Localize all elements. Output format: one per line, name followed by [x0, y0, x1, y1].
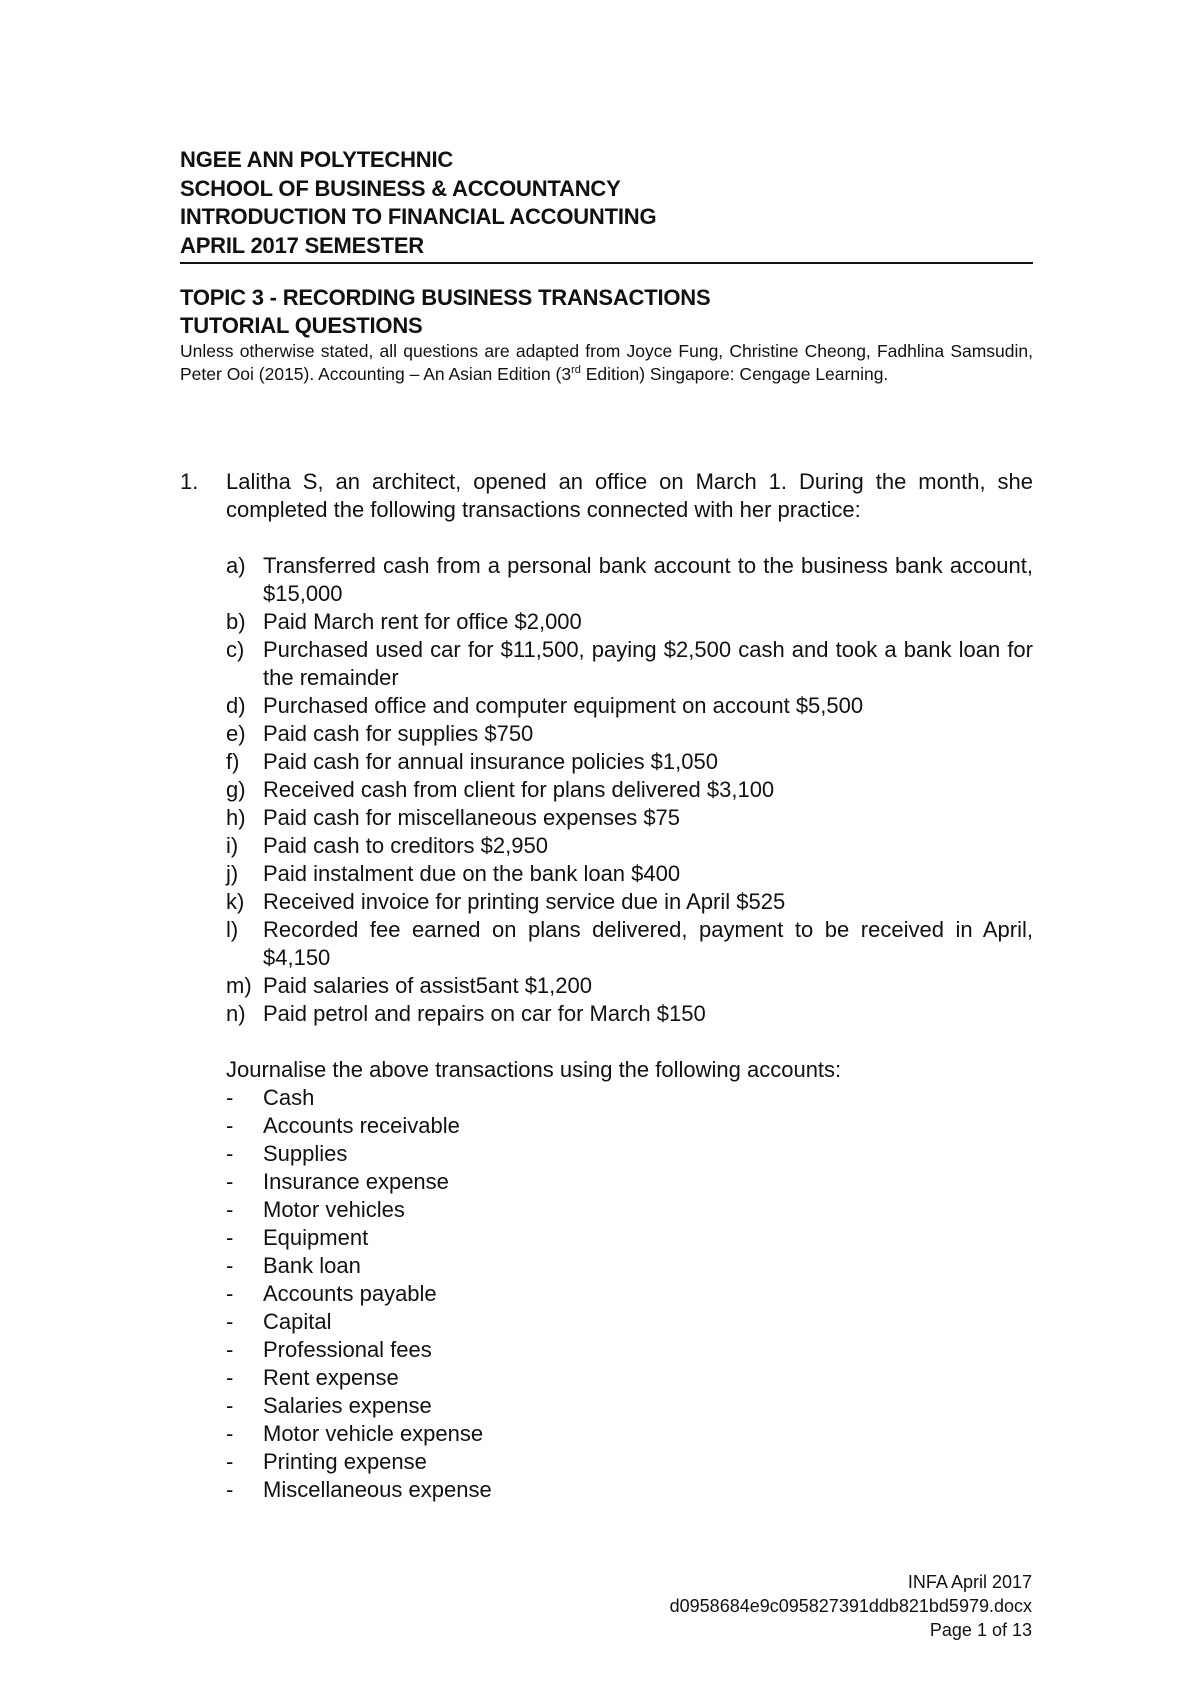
transaction-label: n)	[226, 1001, 246, 1026]
account-item	[226, 1084, 1033, 1112]
transaction-item	[226, 916, 1033, 972]
account-item	[226, 1252, 1033, 1280]
account-item	[226, 1308, 1033, 1336]
question-1	[180, 468, 1033, 1504]
transaction-item	[226, 720, 1033, 748]
transaction-item	[226, 748, 1033, 776]
bullet-dash: -	[226, 1253, 234, 1278]
transaction-text: Paid petrol and repairs on car for March $150	[263, 1001, 706, 1026]
transaction-item	[226, 1000, 1033, 1028]
transaction-text: Paid cash for annual insurance policies $1,050	[263, 749, 718, 774]
source-note-tail: Edition) Singapore: Cengage Learning.	[580, 364, 889, 384]
account-item	[226, 1364, 1033, 1392]
transaction-label: l)	[226, 917, 239, 942]
footer-filename: d0958684e9c095827391ddb821bd5979.docx	[669, 1596, 1032, 1616]
account-name: Bank loan	[263, 1253, 361, 1278]
transaction-text: Paid cash to creditors $2,950	[263, 833, 548, 858]
bullet-dash: -	[226, 1169, 234, 1194]
account-item	[226, 1280, 1033, 1308]
transaction-label: m)	[226, 973, 252, 998]
document-header	[180, 146, 1033, 264]
bullet-dash: -	[226, 1421, 234, 1446]
transaction-list	[226, 552, 1033, 1028]
account-item	[226, 1196, 1033, 1224]
transaction-item	[226, 636, 1033, 692]
transaction-item	[226, 608, 1033, 636]
account-item	[226, 1112, 1033, 1140]
header-semester: APRIL 2017 SEMESTER	[180, 232, 424, 258]
account-item	[226, 1224, 1033, 1252]
transaction-label: j)	[226, 861, 239, 886]
transaction-item	[226, 552, 1033, 608]
account-name: Insurance expense	[263, 1169, 449, 1194]
transaction-text: Received invoice for printing service due in April $525	[263, 889, 786, 914]
transaction-label: a)	[226, 553, 246, 578]
topic-section	[180, 284, 1033, 386]
transaction-text: Paid instalment due on the bank loan $400	[263, 861, 681, 886]
transaction-text: Transferred cash from a personal bank account to the business bank account, $15,000	[263, 553, 1033, 606]
account-name: Miscellaneous expense	[263, 1477, 492, 1502]
header-course: INTRODUCTION TO FINANCIAL ACCOUNTING	[180, 204, 657, 229]
bullet-dash: -	[226, 1113, 234, 1138]
transaction-item	[226, 804, 1033, 832]
transaction-label: g)	[226, 777, 246, 802]
bullet-dash: -	[226, 1225, 234, 1250]
journal-instruction: Journalise the above transactions using the following accounts:	[226, 1057, 842, 1082]
account-name: Equipment	[263, 1225, 369, 1250]
header-school: SCHOOL OF BUSINESS & ACCOUNTANCY	[180, 175, 621, 201]
transaction-text: Recorded fee earned on plans delivered, payment to be received in April, $4,150	[263, 917, 1033, 970]
transaction-item	[226, 860, 1033, 888]
question-number: 1.	[180, 469, 199, 494]
bullet-dash: -	[226, 1393, 234, 1418]
account-name: Rent expense	[263, 1365, 399, 1390]
transaction-item	[226, 832, 1033, 860]
account-name: Printing expense	[263, 1449, 427, 1474]
source-note-main: Unless otherwise stated, all questions are adapted from Joyce Fung, Christine Cheong, Fadhlina Samsudin, Peter Ooi (2015). Accounting – An Asian Edition (3	[180, 341, 1033, 384]
account-item	[226, 1168, 1033, 1196]
topic-title: TOPIC 3 - RECORDING BUSINESS TRANSACTIONS	[180, 285, 711, 310]
account-name: Salaries expense	[263, 1393, 432, 1418]
account-item	[226, 1140, 1033, 1168]
account-name: Motor vehicles	[263, 1197, 405, 1222]
account-name: Capital	[263, 1309, 332, 1334]
transaction-label: d)	[226, 693, 246, 718]
account-name: Motor vehicle expense	[263, 1421, 484, 1446]
transaction-label: b)	[226, 609, 246, 634]
transaction-item	[226, 776, 1033, 804]
transaction-label: k)	[226, 889, 245, 914]
page-footer	[670, 1570, 1032, 1642]
topic-subtitle: TUTORIAL QUESTIONS	[180, 313, 423, 338]
bullet-dash: -	[226, 1337, 234, 1362]
account-item	[226, 1336, 1033, 1364]
transaction-item	[226, 972, 1033, 1000]
footer-course-code: INFA April 2017	[907, 1572, 1032, 1592]
question-1-stem	[180, 468, 1033, 524]
bullet-dash: -	[226, 1085, 234, 1110]
bullet-dash: -	[226, 1197, 234, 1222]
transaction-text: Paid March rent for office $2,000	[263, 609, 582, 634]
bullet-dash: -	[226, 1309, 234, 1334]
account-name: Cash	[263, 1085, 315, 1110]
transaction-item	[226, 888, 1033, 916]
transaction-label: f)	[226, 749, 240, 774]
account-name: Accounts receivable	[263, 1113, 460, 1138]
transaction-text: Purchased office and computer equipment on account $5,500	[263, 693, 864, 718]
source-note-superscript: rd	[571, 364, 581, 377]
account-item	[226, 1420, 1033, 1448]
account-item	[226, 1448, 1033, 1476]
transaction-text: Purchased used car for $11,500, paying $2,500 cash and took a bank loan for the remainder	[263, 637, 1033, 690]
source-note	[180, 340, 1033, 386]
bullet-dash: -	[226, 1281, 234, 1306]
transaction-label: e)	[226, 721, 246, 746]
account-item	[226, 1476, 1033, 1504]
question-text: Lalitha S, an architect, opened an office on March 1. During the month, she completed the following transactions connected with her practice:	[226, 469, 1033, 522]
bullet-dash: -	[226, 1141, 234, 1166]
transaction-item	[226, 692, 1033, 720]
transaction-text: Paid cash for miscellaneous expenses $75	[263, 805, 681, 830]
account-name: Professional fees	[263, 1337, 432, 1362]
transaction-label: i)	[226, 833, 239, 858]
footer-page-number: Page 1 of 13	[929, 1620, 1032, 1640]
bullet-dash: -	[226, 1365, 234, 1390]
bullet-dash: -	[226, 1477, 234, 1502]
transaction-text: Received cash from client for plans delivered $3,100	[263, 777, 775, 802]
account-list	[226, 1084, 1033, 1504]
account-item	[226, 1392, 1033, 1420]
transaction-label: c)	[226, 637, 245, 662]
transaction-text: Paid cash for supplies $750	[263, 721, 534, 746]
transaction-label: h)	[226, 805, 246, 830]
header-institution: NGEE ANN POLYTECHNIC	[180, 147, 454, 172]
transaction-text: Paid salaries of assist5ant $1,200	[263, 973, 592, 998]
bullet-dash: -	[226, 1449, 234, 1474]
account-name: Supplies	[263, 1141, 348, 1166]
account-name: Accounts payable	[263, 1281, 437, 1306]
